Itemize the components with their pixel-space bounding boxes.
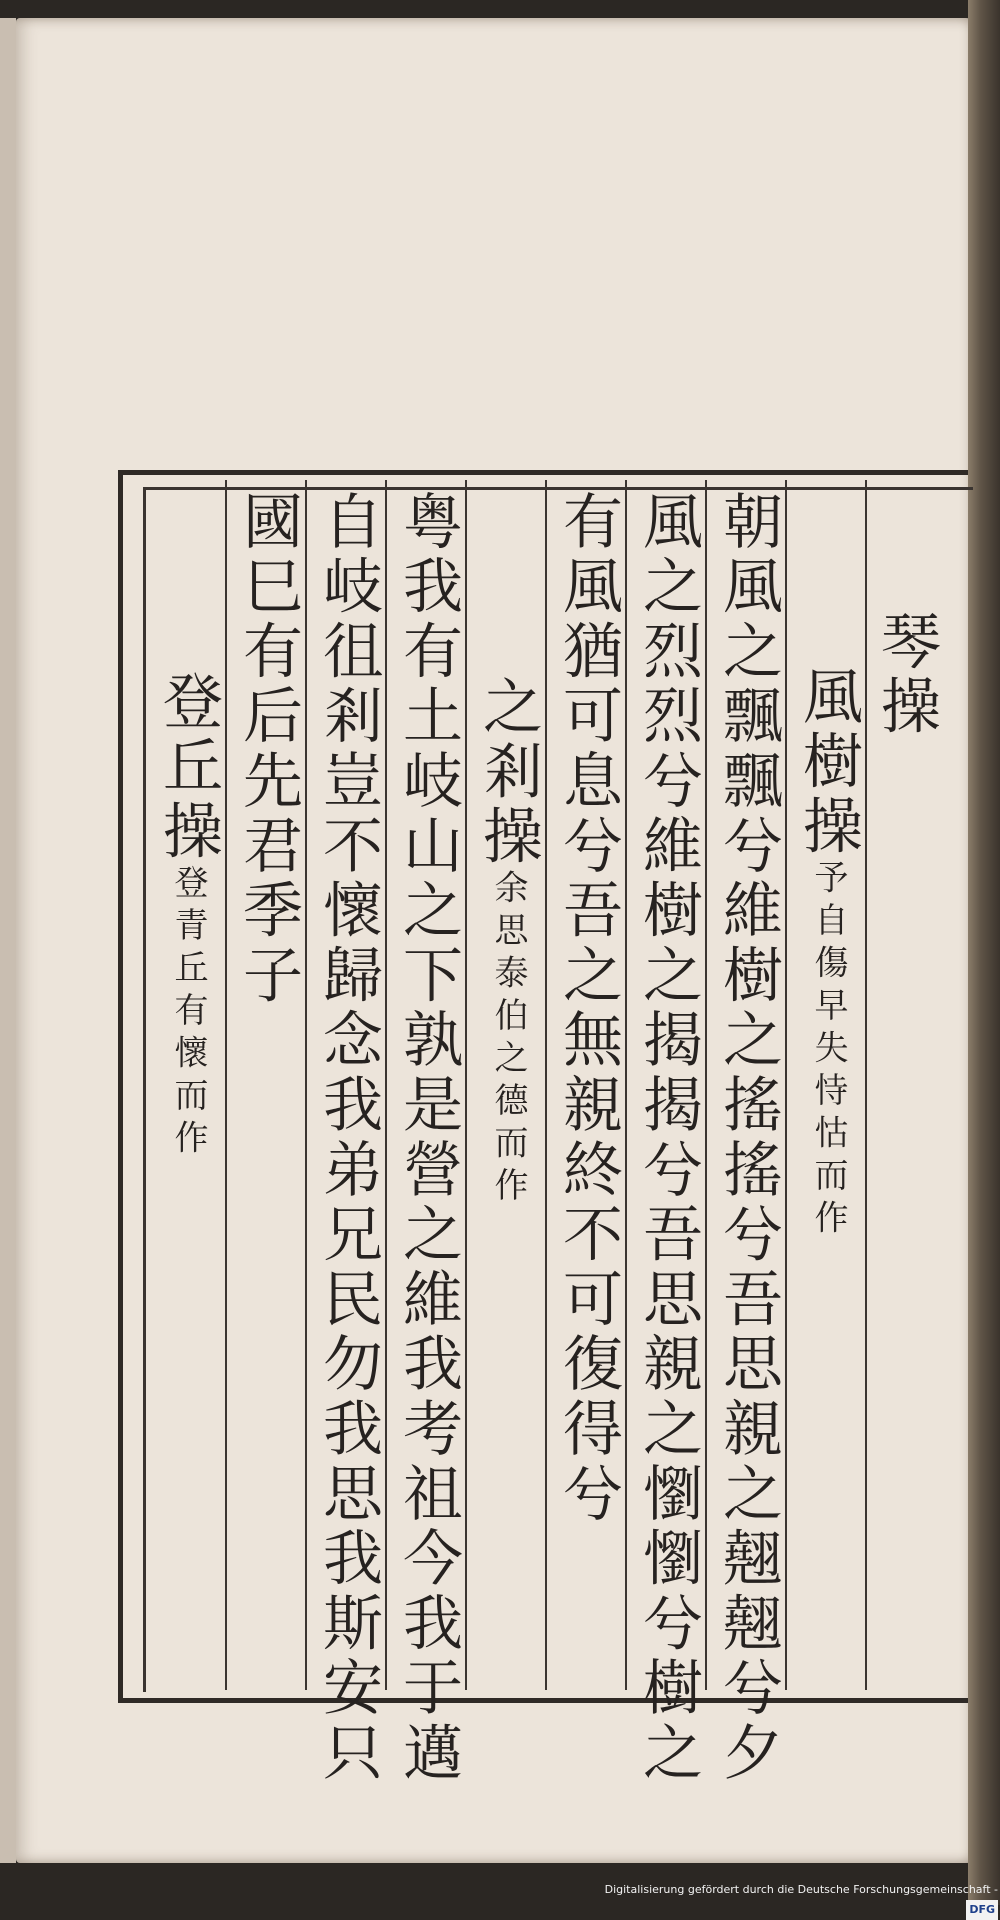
text-column bbox=[632, 490, 704, 1786]
credit-text: Digitalisierung gefördert durch die Deutsche Forschungsgemeinschaft - bbox=[604, 1883, 998, 1896]
text-column bbox=[232, 490, 304, 1008]
column-note-text: 予自傷早失恃怙而作 bbox=[808, 859, 848, 1242]
column-note-text: 登青丘有懷而作 bbox=[168, 864, 208, 1162]
column-rule bbox=[465, 480, 467, 1690]
text-column bbox=[312, 490, 384, 1786]
column-main-text: 自岐徂剎豈不懷歸念我弟兄民勿我思我斯安只 bbox=[313, 490, 383, 1786]
text-column bbox=[792, 665, 864, 1242]
column-main-text: 有風猶可息兮吾之無親終不可復得兮 bbox=[553, 490, 623, 1527]
digitization-credit bbox=[600, 1880, 998, 1916]
dfg-logo: DFG bbox=[966, 1900, 998, 1920]
column-main-text: 之剎操 bbox=[473, 675, 543, 870]
column-rule bbox=[385, 480, 387, 1690]
text-column bbox=[152, 670, 224, 1162]
text-column bbox=[392, 490, 464, 1786]
column-rule bbox=[705, 480, 707, 1690]
text-column bbox=[472, 675, 544, 1209]
page-gutter bbox=[0, 18, 16, 1863]
column-note-text: 余思泰伯之德而作 bbox=[488, 869, 528, 1210]
column-main-text: 風樹操 bbox=[793, 665, 863, 860]
column-rule bbox=[785, 480, 787, 1690]
column-rule bbox=[865, 480, 867, 1690]
text-column-heading bbox=[870, 610, 942, 740]
column-main-text: 風之烈烈兮維樹之揭揭兮吾思親之懰懰兮樹之 bbox=[633, 490, 703, 1786]
column-rule bbox=[625, 480, 627, 1690]
column-rule bbox=[305, 480, 307, 1690]
column-main-text: 琴操 bbox=[871, 610, 941, 740]
text-column bbox=[712, 490, 784, 1786]
column-main-text: 粤我有土岐山之下孰是營之維我考祖今我于邁 bbox=[393, 490, 463, 1786]
text-column bbox=[552, 490, 624, 1527]
column-rule bbox=[225, 480, 227, 1690]
column-main-text: 登丘操 bbox=[153, 670, 223, 865]
column-rule bbox=[545, 480, 547, 1690]
column-main-text: 國巳有后先君季子 bbox=[233, 490, 303, 1009]
column-main-text: 朝風之飄飄兮維樹之搖搖兮吾思親之翹翹兮夕 bbox=[713, 490, 783, 1786]
